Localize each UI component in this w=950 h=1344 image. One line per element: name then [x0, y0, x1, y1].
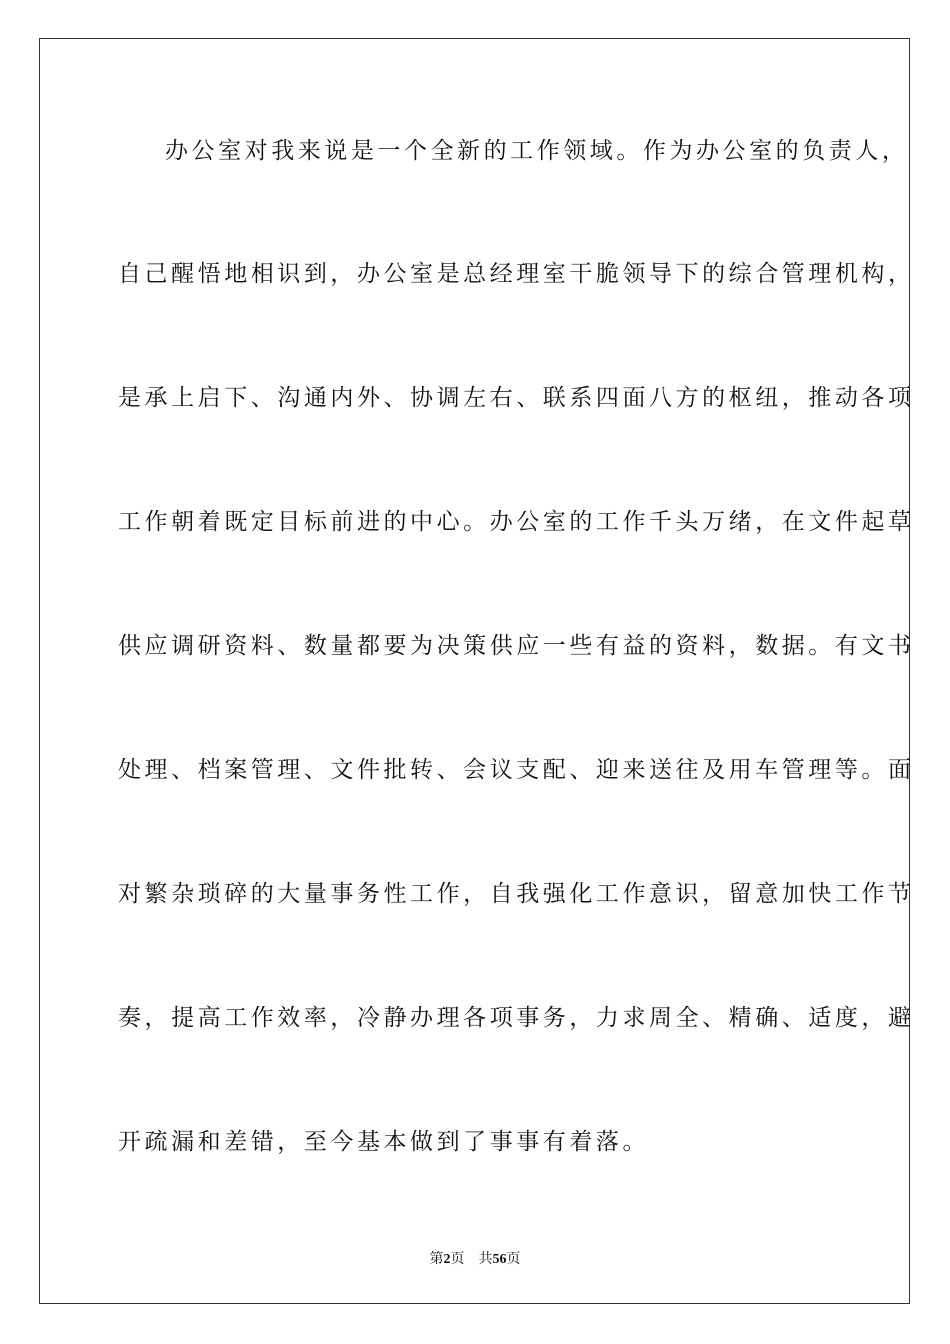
page-number: 2 — [443, 1252, 451, 1267]
paragraph-line-2: 自己醒悟地相识到，办公室是总经理室干脆领导下的综合管理机构， — [118, 261, 915, 287]
paragraph-line-9: 开疏漏和差错，至今基本做到了事事有着落。 — [118, 1129, 649, 1155]
paragraph-line-7: 对繁杂琐碎的大量事务性工作，自我强化工作意识，留意加快工作节 — [118, 881, 915, 907]
total-label-prefix: 共 — [478, 1251, 493, 1267]
paragraph-line-5: 供应调研资料、数量都要为决策供应一些有益的资料，数据。有文书 — [118, 633, 915, 659]
total-pages: 56 — [492, 1252, 507, 1267]
page-footer — [0, 1248, 950, 1268]
page-label-prefix: 第 — [429, 1251, 444, 1267]
page-border — [39, 38, 915, 1304]
paragraph-line-6: 处理、档案管理、文件批转、会议支配、迎来送往及用车管理等。面 — [118, 757, 915, 783]
paragraph-line-4: 工作朝着既定目标前进的中心。办公室的工作千头万绪，在文件起草 — [118, 509, 915, 535]
paragraph-line-1: 办公室对我来说是一个全新的工作领域。作为办公室的负责人， — [165, 138, 909, 164]
total-label-suffix: 页 — [506, 1251, 521, 1267]
paragraph-line-3: 是承上启下、沟通内外、协调左右、联系四面八方的枢纽，推动各项 — [118, 385, 915, 411]
paragraph-line-8: 奏，提高工作效率，冷静办理各项事务，力求周全、精确、适度，避 — [118, 1005, 915, 1031]
page-label-suffix: 页 — [450, 1251, 465, 1267]
